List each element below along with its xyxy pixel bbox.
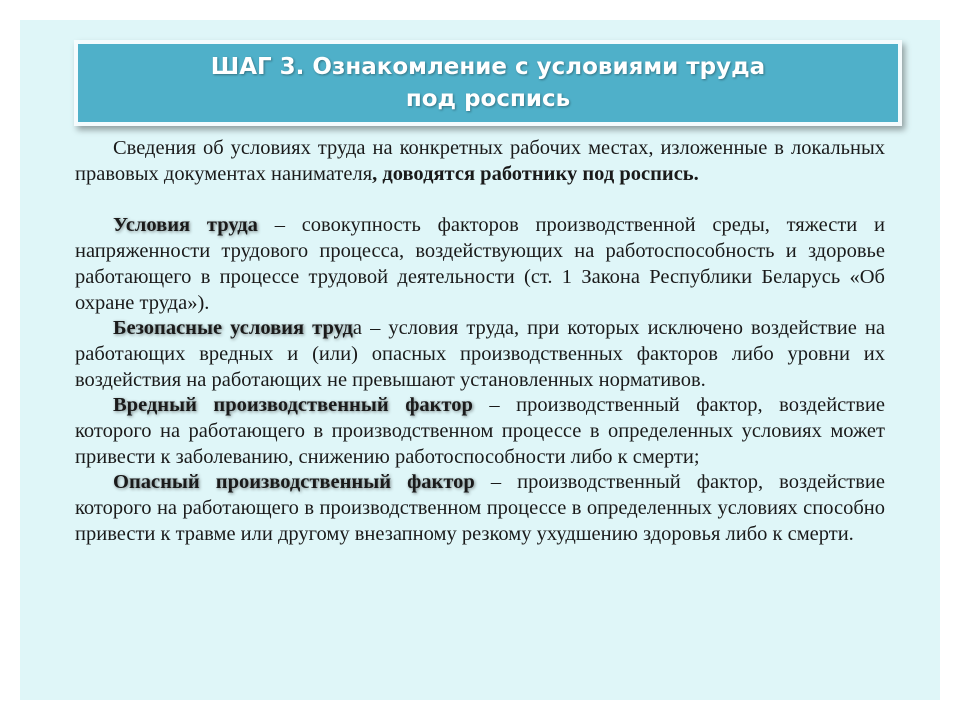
paragraph-spacer [75,187,885,213]
definition-paragraph [75,470,885,547]
definition-text: а – условия труда, при которых исключено воздействие на работающих вредных и (или) опасных производственных факторов либо уровни их воздействия на работающих не превышают установленных нормативов. [75,317,885,391]
title-banner [74,40,902,126]
intro-paragraph [75,136,885,187]
definition-text: – производственный фактор, воздействие которого на работающего в производственном процессе в определенных условиях может привести к заболеванию, снижению работоспособности либо к смерти; [75,394,885,468]
slide-title-line-2: под роспись [405,86,571,112]
definition-term: Вредный производственный фактор [113,394,473,417]
definition-text: – совокупность факторов производственной среды, тяжести и напряженности трудового процесса, воздействующих на работоспособность и здоровье работающего в процессе трудовой деятельности (ст. 1 Закона Республики Беларусь «Об охране труда»). [75,214,885,314]
slide [20,20,940,700]
definition-text: – производственный фактор, воздействие которого на работающего в производственном процессе в определенных условиях способно привести к травме или другому внезапному резкому ухудшению здоровья либо к смерти. [75,471,885,545]
definition-term: Опасный производственный фактор [113,471,475,494]
definition-paragraph [75,316,885,393]
body-text [75,136,885,548]
definition-paragraph [75,393,885,470]
intro-bold-text: , доводятся работнику под роспись. [372,162,699,185]
definition-term: Условия труда [113,214,258,237]
slide-title-line-1: ШАГ 3. Ознакомление с условиями труда [210,54,766,80]
definition-paragraph [75,213,885,316]
definition-term: Безопасные условия труд [113,317,353,340]
intro-text: Сведения об условиях труда на конкретных рабочих местах, изложенные в локальных правовых документах нанимателя [75,137,885,185]
